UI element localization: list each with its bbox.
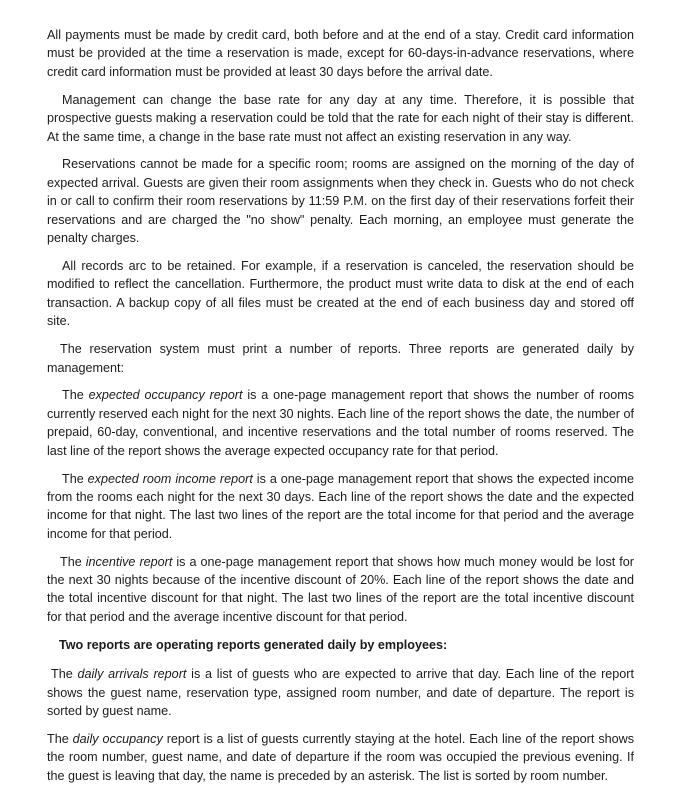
text-run: The (60, 554, 86, 569)
paragraph-daily-occupancy (47, 730, 634, 785)
text-run: is a one-page management report that shows how much money would be lost for the next 30 nights because of the incentive discount of 20%. Each line of the report shows the date and the total incentive discount for that night. The last two lines of the report are the total incentive discount for that period and the average incentive discount for that period. (47, 554, 634, 624)
report-name-emphasis: expected room income report (87, 471, 253, 486)
paragraph-base-rate: Management can change the base rate for any day at any time. Therefore, it is possible that prospective guests making a reservation could be told that the rate for each night of their stay is different. At the same time, a change in the base rate must not affect an existing reservation in any way. (47, 92, 634, 144)
text-run: report is a list of guests currently staying at the hotel. Each line of the report shows the room number, guest name, and date of departure if the room was occupied the previous evening. If the guest is leaving that day, the name is preceded by an asterisk. The list is sorted by room number. (47, 731, 635, 783)
report-name-emphasis: incentive report (85, 554, 173, 569)
paragraph-room-assignment: Reservations cannot be made for a specific room; rooms are assigned on the morning of the day of expected arrival. Guests are given their room assignments when they check in. Guests who do not check in or call to confirm their room reservations by 11:59 P.M. on the first day of their reservations forfeit their reservations and are charged the "no show" penalty. Each morning, an employee must generate the penalty charges. (47, 157, 634, 246)
paragraph-daily-arrivals (47, 665, 634, 720)
paragraph-payments: All payments must be made by credit card, both before and at the end of a stay. Credit card information must be provided at the time a reservation is made, except for 60-days-in-advance reservations, where credit card information must be provided at least 30 days before the arrival date. (47, 28, 634, 79)
text-run: is a one-page management report that shows the number of rooms currently reserved each night for the next 30 nights. Each line of the report shows the date, the number of prepaid, 60-day, conventional, and incentive reservations and the total number of rooms reserved. The last line of the report shows the average expected occupancy rate for that period. (47, 388, 635, 458)
paragraph-incentive-report (47, 553, 634, 627)
text-run: is a list of guests who are expected to arrive that day. Each line of the report shows the guest name, reservation type, assigned room number, and date of departure. The report is sorted by guest name. (47, 667, 634, 718)
operating-reports-heading: Two reports are operating reports generated daily by employees: (59, 637, 448, 652)
paragraph-records: All records arc to be retained. For example, if a reservation is canceled, the reservation should be modified to reflect the cancellation. Furthermore, the product must write data to disk at the end of each transaction. A backup copy of all files must be created at the end of each business day and stored off site. (47, 258, 634, 329)
text-run: The (62, 388, 89, 403)
paragraph-expected-room-income (47, 470, 634, 544)
report-name-emphasis: expected occupancy report (88, 388, 243, 403)
paragraph-reports-intro: The reservation system must print a number of reports. Three reports are generated daily by management: (47, 342, 634, 375)
text-run: is a one-page management report that shows the expected income from the rooms each night for the next 30 days. Each line of the report shows the date and the expected income for that night. The last two lines of the report are the total income for that period and the average income for that period. (47, 471, 634, 541)
text-run: The (51, 667, 78, 682)
paragraph-expected-occupancy (47, 386, 634, 460)
report-name-emphasis: daily arrivals report (77, 667, 187, 682)
text-run: The (47, 731, 73, 746)
report-name-emphasis: daily occupancy (72, 731, 163, 746)
text-run: The (62, 471, 88, 486)
